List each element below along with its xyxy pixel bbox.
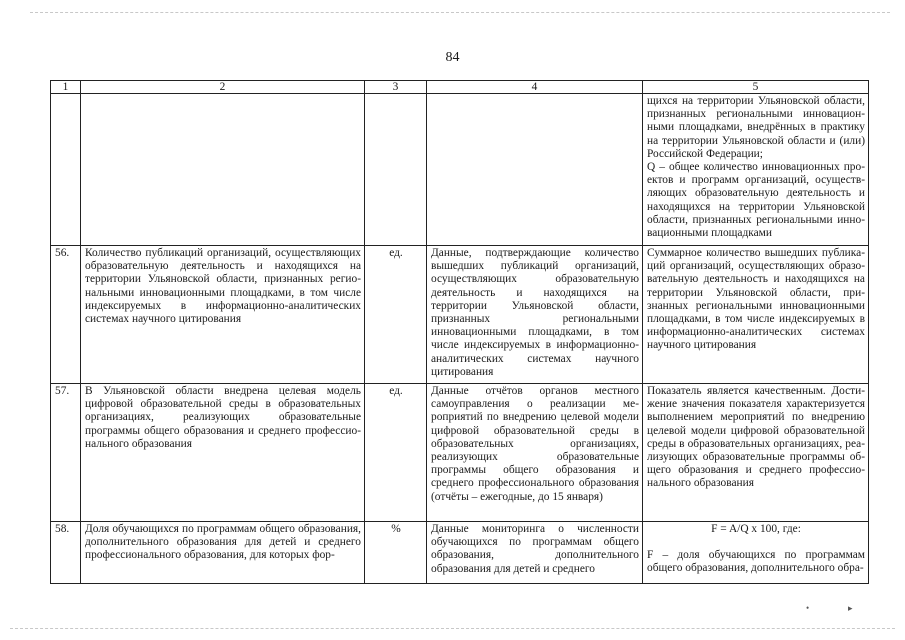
column-header: 4 <box>427 81 643 94</box>
indicators-table <box>50 80 869 584</box>
data-source: Данные отчётов органов местного самоуправления о реализации мероприятий по внедрению целевой модели цифровой образовательной среды в образовательных организациях, реализующих образовательные программы общего образования и среднего профессионального образования (отчёты – ежегодные, до 15 января) <box>427 384 643 522</box>
indicator-name: Количество публикаций организаций, осуществляющих образовательную деятельность и находящихся на территории Ульяновской области, признанных региональными инновационными площадками, в том числе индексируемых в информационно-аналитических системах научного цитирования <box>81 246 365 384</box>
column-header: 3 <box>365 81 427 94</box>
table-header-row <box>51 81 869 94</box>
method-paragraph: Показатель является качественным. Достижение значения показателя характеризуется выполнением мероприятий по внедрению целевой модели цифровой образовательной среды в образовательных организациях, реализующих образовательные программы общего образования и среднего профессионального образования <box>647 385 865 490</box>
scan-artifact <box>10 628 895 629</box>
data-source: Данные мониторинга о численности обучающихся по программам общего образования, дополнительного образования для детей и среднего <box>427 522 643 584</box>
unit: ед. <box>365 246 427 384</box>
data-source <box>427 94 643 246</box>
method-paragraph: щихся на территории Ульяновской области, признанных региональными инновационными площадками, внедрённых в практику на территории Ульяновской области и (или) Российской Федерации; <box>647 95 865 160</box>
method-paragraph: Q – общее количество инновационных проектов и программ организаций, осуществляющих образовательную деятельность и находящихся на территории Ульяновской области, признанных региональными инновационными площадками <box>647 161 865 240</box>
column-header: 5 <box>643 81 869 94</box>
scan-speck: ▸ <box>848 603 853 613</box>
unit: ед. <box>365 384 427 522</box>
indicator-name: Доля обучающихся по программам общего образования, дополнительного образования для детей и среднего профессионального образования, для которых фор- <box>81 522 365 584</box>
indicator-name: В Ульяновской области внедрена целевая модель цифровой образовательной среды в образовательных организациях, реализующих образовательные программы общего образования и среднего профессионального образования <box>81 384 365 522</box>
table-row <box>51 522 869 584</box>
row-number <box>51 94 81 246</box>
data-source: Данные, подтверждающие количество вышедших публикаций организаций, осуществляющих образовательную деятельность и находящихся на территории Ульяновской области, признанных региональными инновационными площадками, в том числе индексируемых в информационно-аналитических системах научного цитирования <box>427 246 643 384</box>
method-paragraph: F – доля обучающихся по программам общего образования, дополнительного обра- <box>647 549 865 575</box>
calculation-method <box>643 246 869 384</box>
calculation-method <box>643 94 869 246</box>
column-header: 1 <box>51 81 81 94</box>
row-number: 57. <box>51 384 81 522</box>
scan-speck: • <box>806 603 810 613</box>
indicator-name <box>81 94 365 246</box>
table-row <box>51 246 869 384</box>
table-row <box>51 384 869 522</box>
table-row <box>51 94 869 246</box>
row-number: 58. <box>51 522 81 584</box>
unit: % <box>365 522 427 584</box>
column-header: 2 <box>81 81 365 94</box>
method-paragraph: Суммарное количество вышедших публикаций организаций, осуществляющих образовательную деятельность и находящихся на территории Ульяновской области, признанных региональными инновационными площадками, в том числе индексируемых в информационно-аналитических системах научного цитирования <box>647 247 865 352</box>
calculation-method <box>643 522 869 584</box>
scan-artifact <box>30 12 890 13</box>
unit <box>365 94 427 246</box>
page-number: 84 <box>445 50 460 65</box>
row-number: 56. <box>51 246 81 384</box>
formula: F = A/Q x 100, где: <box>711 523 801 535</box>
calculation-method <box>643 384 869 522</box>
